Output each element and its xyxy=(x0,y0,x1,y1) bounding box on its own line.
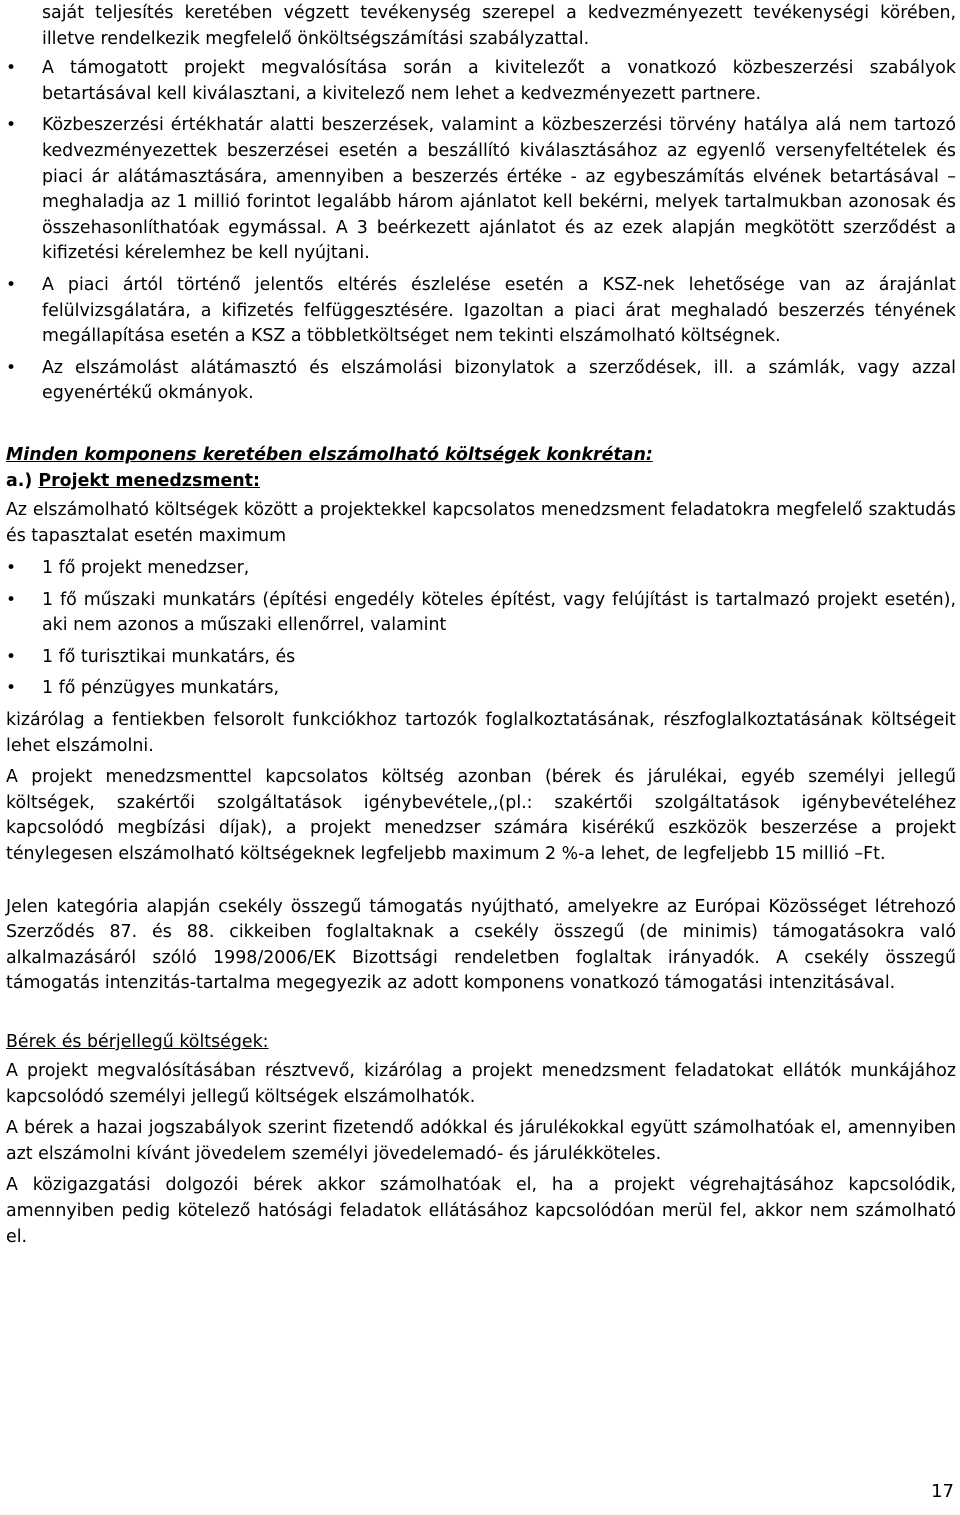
bullet-text: A piaci ártól történő jelentős eltérés észlelése esetén a KSZ-nek lehetősége van az árajánlat felülvizsgálatára, a kifizetés felfüggesztésére. Igazoltan a piaci árat meghaladó beszerzés tényének megállapítása esetén a KSZ a többletköltséget nem tekinti elszámolható költségnek. xyxy=(42,274,956,347)
bullet-icon: • xyxy=(6,274,17,295)
bullet-text: A támogatott projekt megvalósítása során a kivitelezőt a vonatkozó közbeszerzési szabályok betartásával kell kiválasztani, a kivitelező nem lehet a kedvezményezett partnere. xyxy=(42,58,956,104)
sub-heading-prefix: a.) xyxy=(6,470,39,491)
after-list-paragraph: kizárólag a fentiekben felsorolt funkciókhoz tartozók foglalkoztatásának, részfoglalkoztatásának költségeit lehet elszámolni. xyxy=(6,710,956,756)
bullet-icon: • xyxy=(6,58,17,79)
list-item xyxy=(6,56,956,107)
list-item xyxy=(6,356,956,407)
section-heading: Minden komponens keretében elszámolható költségek konkrétan: xyxy=(6,444,653,465)
list-item xyxy=(6,1,956,52)
bullet-icon: • xyxy=(6,115,17,136)
sub-heading-label: Projekt menedzsment: xyxy=(38,470,260,491)
bullet-text: 1 fő műszaki munkatárs (építési engedély köteles építést, vagy felújítást is tartalmazó projekt esetén), aki nem azonos a műszaki ellenőrrel, valamint xyxy=(42,589,956,636)
bullet-icon: • xyxy=(6,678,17,699)
wages-heading: Bérek és bérjellegű költségek: xyxy=(6,1032,269,1052)
bullet-icon: • xyxy=(6,357,17,378)
bullet-text: 1 fő pénzügyes munkatárs, xyxy=(42,678,280,699)
list-item xyxy=(6,556,956,582)
bullet-icon: • xyxy=(6,646,17,667)
bullet-text: Közbeszerzési értékhatár alatti beszerzések, valamint a közbeszerzési törvény hatálya alá nem tartozó kedvezményezettek beszerzései esetén a beszállító kiválasztásához az egyenlő versenyfeltételek és piaci ár alátámasztására, amennyiben a beszerzés értéke - az egybeszámítás elvének betartásával – meghaladja az 1 millió forintot legalább három ajánlatot kell bekérni, melyek tartalmukban azonosak és összehasonlíthatóak egymással. A 3 beérkezett ajánlatot és az ezek alapján megkötött szerződést a kifizetési kérelemhez be kell nyújtani. xyxy=(42,115,956,264)
wages-paragraph-3: A közigazgatási dolgozói bérek akkor számolhatóak el, ha a projekt végrehajtásához kapcsolódik, amennyiben pedig kötelező hatósági feladatok ellátásához kapcsolódóan merül fel, akkor nem számolható el. xyxy=(6,1175,956,1247)
management-costs-paragraph: A projekt menedzsmenttel kapcsolatos költség azonban (bérek és járulékai, egyéb személyi jellegű költségek, szakértői szolgáltatások igénybevétele,,(pl.: szakértői szolgáltatások igénybevételéhez kapcsolódó megbízási díjak), a projekt menedzser számára kisérékű eszközök beszerzése a projekt ténylegesen elszámolható költségeknek legfeljebb maximum 2 %-a lehet, de legfeljebb 15 millió –Ft. xyxy=(6,767,956,865)
intro-paragraph: Az elszámolható költségek között a projektekkel kapcsolatos menedzsment feladatokra megfelelő szaktudás és tapasztalat esetén maximum xyxy=(6,499,956,546)
list-item xyxy=(6,113,956,267)
top-bullet-list xyxy=(6,1,956,407)
list-item xyxy=(6,273,956,350)
list-item xyxy=(6,676,956,702)
sub-heading xyxy=(6,468,956,494)
bullet-icon: • xyxy=(6,589,17,610)
bullet-text: Az elszámolást alátámasztó és elszámolási bizonylatok a szerződések, ill. a számlák, vagy azzal egyenértékű okmányok. xyxy=(42,357,956,404)
bullet-text: 1 fő turisztikai munkatárs, és xyxy=(42,646,296,667)
list-item xyxy=(6,588,956,639)
list-item xyxy=(6,645,956,671)
bullet-icon: • xyxy=(6,558,17,579)
page-number: 17 xyxy=(931,1481,954,1502)
staff-bullet-list xyxy=(6,556,956,702)
document-page xyxy=(6,0,956,1250)
wages-paragraph-2: A bérek a hazai jogszabályok szerint fizetendő adókkal és járulékokkal együtt számolhatóak el, amennyiben azt elszámolni kívánt jövedelem személyi jövedelemadó- és járulékköteles. xyxy=(6,1118,956,1164)
bullet-continuation-text: saját teljesítés keretében végzett tevékenység szerepel a kedvezményezett tevékenységi körében, illetve rendelkezik megfelelő önköltségszámítási szabályzattal. xyxy=(42,3,956,49)
de-minimis-paragraph: Jelen kategória alapján csekély összegű támogatás nyújtható, amelyekre az Európai Közösséget létrehozó Szerződés 87. és 88. cikkeiben foglaltaknak a csekély összegű (de minimis) támogatásokra való alkalmazásáról szóló 1998/2006/EK Bizottsági rendeletben foglaltak irányadók. A csekély összegű támogatás intenzitás-tartalma megegyezik az adott komponens vonatkozó támogatási intenzitásával. xyxy=(6,896,956,994)
bullet-text: 1 fő projekt menedzser, xyxy=(42,558,250,579)
wages-paragraph-1: A projekt megvalósításában résztvevő, kizárólag a projekt menedzsment feladatokat ellátók munkájához kapcsolódó személyi jellegű költségek elszámolhatók. xyxy=(6,1061,956,1107)
